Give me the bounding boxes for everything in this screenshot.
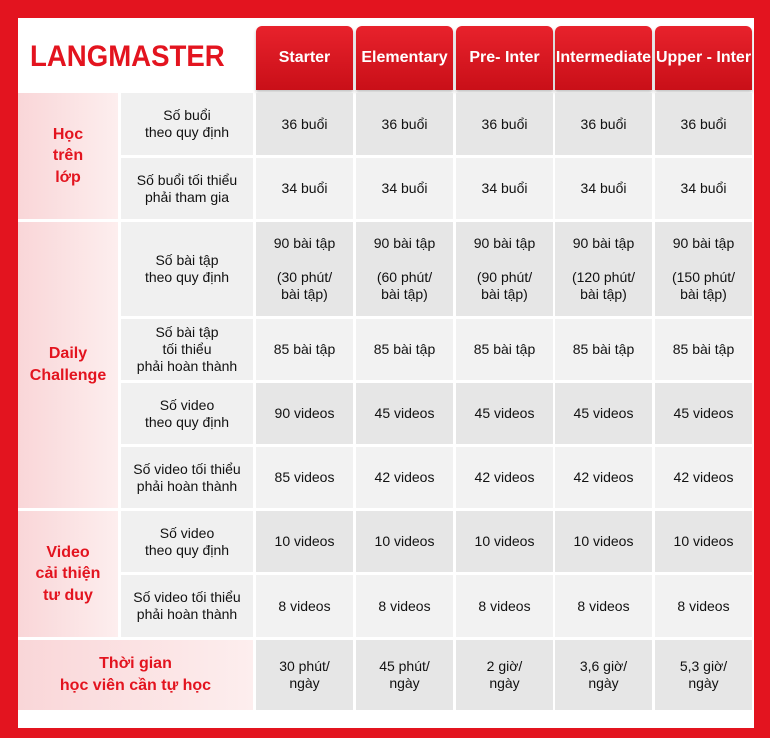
group-self-study: Thời gian học viên cần tự học — [18, 640, 253, 710]
table-cell: 90 bài tập (120 phút/ bài tập) — [555, 222, 652, 316]
table-cell: 45 videos — [655, 383, 752, 444]
table-cell: 85 videos — [256, 447, 353, 508]
table-cell: 90 bài tập (60 phút/ bài tập) — [356, 222, 453, 316]
table-cell: 10 videos — [356, 511, 453, 572]
table-cell: 8 videos — [356, 575, 453, 637]
row-label: Số video tối thiểu phải hoàn thành — [121, 575, 253, 637]
table-cell: 8 videos — [256, 575, 353, 637]
table-cell: 42 videos — [456, 447, 553, 508]
table-cell: 34 buổi — [555, 158, 652, 219]
self-study-cell: 3,6 giờ/ ngày — [555, 640, 652, 710]
group-video: Video cải thiện tư duy — [18, 511, 118, 637]
self-study-cell: 45 phút/ ngày — [356, 640, 453, 710]
table-cell: 85 bài tập — [555, 319, 652, 380]
table-cell: 42 videos — [655, 447, 752, 508]
table-cell: 45 videos — [555, 383, 652, 444]
langmaster-logo: LANGMASTER — [30, 40, 225, 73]
table-cell: 8 videos — [456, 575, 553, 637]
level-header-intermediate: Intermediate — [555, 26, 652, 90]
table-cell: 90 bài tập (30 phút/ bài tập) — [256, 222, 353, 316]
row-label: Số video theo quy định — [121, 511, 253, 572]
level-header-pre-inter: Pre- Inter — [456, 26, 553, 90]
row-label: Số bài tập tối thiểu phải hoàn thành — [121, 319, 253, 380]
group-class: Học trên lớp — [18, 93, 118, 219]
self-study-cell: 30 phút/ ngày — [256, 640, 353, 710]
table-cell: 85 bài tập — [356, 319, 453, 380]
table-cell: 10 videos — [456, 511, 553, 572]
table-cell: 36 buổi — [356, 93, 453, 155]
row-label: Số bài tập theo quy định — [121, 222, 253, 316]
table-cell: 45 videos — [356, 383, 453, 444]
table-cell: 36 buổi — [655, 93, 752, 155]
table-cell: 34 buổi — [256, 158, 353, 219]
table-cell: 10 videos — [655, 511, 752, 572]
level-header-starter: Starter — [256, 26, 353, 90]
table-cell: 42 videos — [555, 447, 652, 508]
table-cell: 36 buổi — [555, 93, 652, 155]
table-cell: 85 bài tập — [655, 319, 752, 380]
row-label: Số video tối thiểu phải hoàn thành — [121, 447, 253, 508]
table-cell: 36 buổi — [256, 93, 353, 155]
group-daily-challenge: Daily Challenge — [18, 222, 118, 508]
table-cell: 34 buổi — [655, 158, 752, 219]
level-header-elementary: Elementary — [356, 26, 453, 90]
table-cell: 85 bài tập — [456, 319, 553, 380]
self-study-cell: 2 giờ/ ngày — [456, 640, 553, 710]
table-cell: 34 buổi — [456, 158, 553, 219]
table-cell: 8 videos — [655, 575, 752, 637]
table-cell: 34 buổi — [356, 158, 453, 219]
table-cell: 90 bài tập (150 phút/ bài tập) — [655, 222, 752, 316]
table-cell: 10 videos — [256, 511, 353, 572]
row-label: Số buổi tối thiểu phải tham gia — [121, 158, 253, 219]
row-label: Số video theo quy định — [121, 383, 253, 444]
table-cell: 90 bài tập (90 phút/ bài tập) — [456, 222, 553, 316]
table-cell: 90 videos — [256, 383, 353, 444]
level-header-upper-inter: Upper - Inter — [655, 26, 752, 90]
table-cell: 10 videos — [555, 511, 652, 572]
table-cell: 36 buổi — [456, 93, 553, 155]
table-cell: 42 videos — [356, 447, 453, 508]
row-label: Số buổi theo quy định — [121, 93, 253, 155]
table-cell: 8 videos — [555, 575, 652, 637]
self-study-cell: 5,3 giờ/ ngày — [655, 640, 752, 710]
table-cell: 85 bài tập — [256, 319, 353, 380]
table-cell: 45 videos — [456, 383, 553, 444]
